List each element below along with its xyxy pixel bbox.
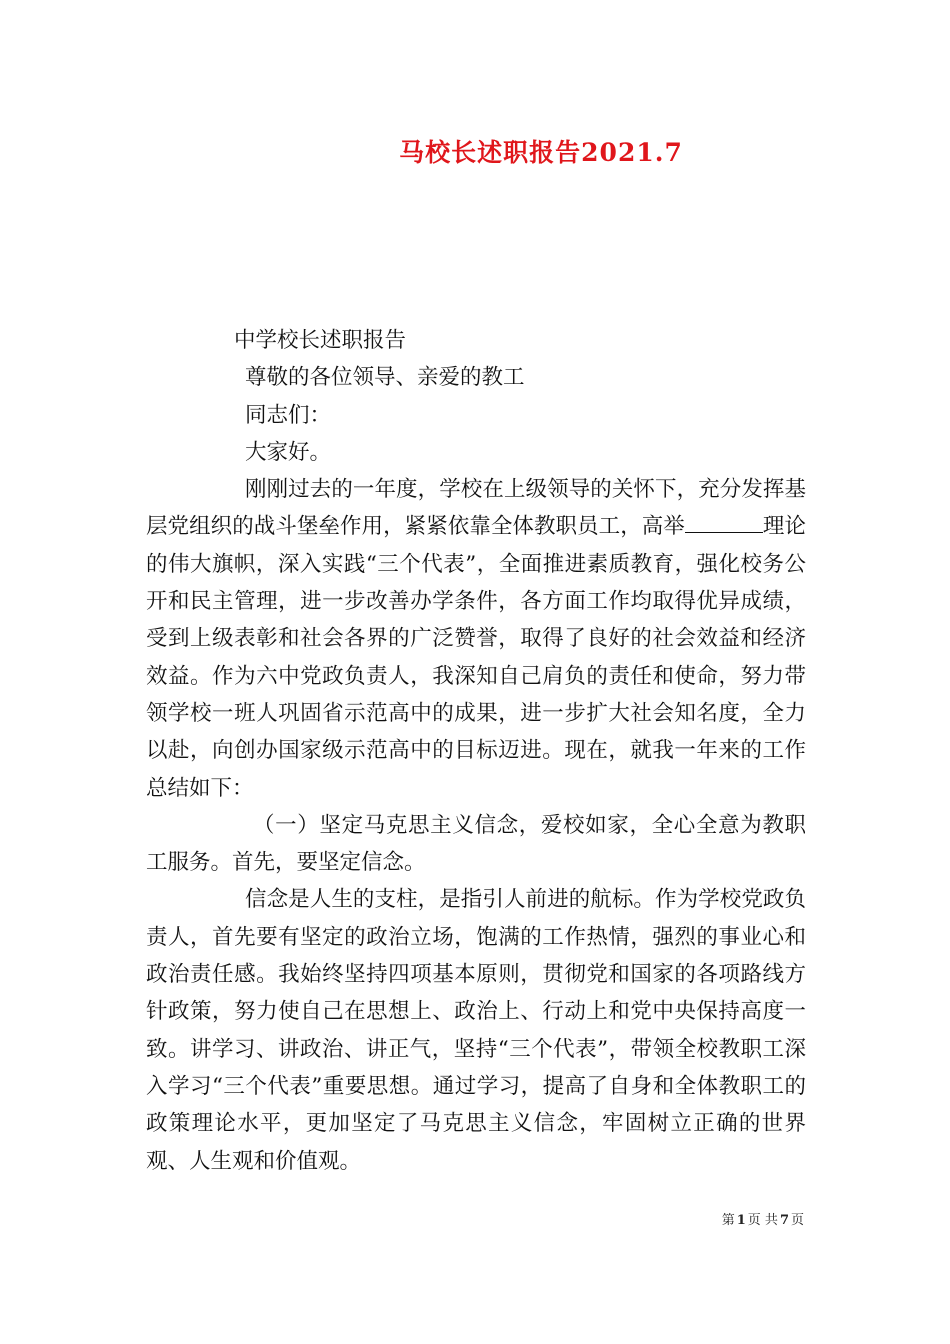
paragraph-1 — [146, 471, 806, 807]
footer-suffix: 页 — [790, 1213, 804, 1228]
page-footer — [722, 1209, 804, 1228]
paragraph-1-part-b: 理论的伟大旗帜，深入实践“三个代表”，全面推进素质教育，强化校务公开和民主管理，进一步改善办学条件，各方面工作均取得优异成绩，受到上级表彰和社会各界的广泛赞誉，取得了良好的社会效益和经济效益。作为六中党政负责人，我深知自己肩负的责任和使命，努力带领学校一班人巩固省示范高中的成果，进一步扩大社会知名度，全力以赴，向创办国家级示范高中的目标迈进。现在，就我一年来的工作总结如下： — [146, 514, 806, 801]
footer-total-pages: 7 — [779, 1213, 789, 1228]
report-subtitle: 中学校长述职报告 — [234, 328, 407, 353]
document-title: 马校长述职报告2021.7 — [399, 138, 683, 167]
paragraph-2: 信念是人生的支柱，是指引人前进的航标。作为学校党政负责人，首先要有坚定的政治立场，饱满的工作热情，强烈的事业心和政治责任感。我始终坚持四项基本原则，贯彻党和国家的各项路线方针政策，努力使自己在思想上、政治上、行动上和党中央保持高度一致。讲学习、讲政治、讲正气，坚持“三个代表”，带领全校教职工深入学习“三个代表”重要思想。通过学习，提高了自身和全体教职工的政策理论水平，更加坚定了马克思主义信念，牢固树立正确的世界观、人生观和价值观。 — [146, 887, 806, 1174]
section-1-heading-text: 一）坚定马克思主义信念，爱校如家，全心全意为教职工服务。首先，要坚定信念。 — [146, 812, 806, 876]
section-1-paren: （ — [253, 812, 276, 838]
document-body — [146, 322, 806, 1180]
section-1-heading — [146, 807, 806, 882]
footer-prefix: 第 — [721, 1213, 735, 1228]
salutation-line-1: 尊敬的各位领导、亲爱的教工 — [245, 365, 525, 391]
footer-current-page: 1 — [736, 1213, 746, 1228]
salutation-line-2: 同志们： — [245, 402, 332, 428]
greeting-line: 大家好。 — [245, 439, 332, 465]
footer-middle: 页 共 — [747, 1213, 778, 1228]
blank-underline — [685, 513, 763, 533]
paragraph-1-part-a: 刚刚过去的一年度，学校在上级领导的关怀下，充分发挥基层党组织的战斗堡垒作用，紧紧依靠全体教职员工，高举 — [146, 477, 806, 540]
